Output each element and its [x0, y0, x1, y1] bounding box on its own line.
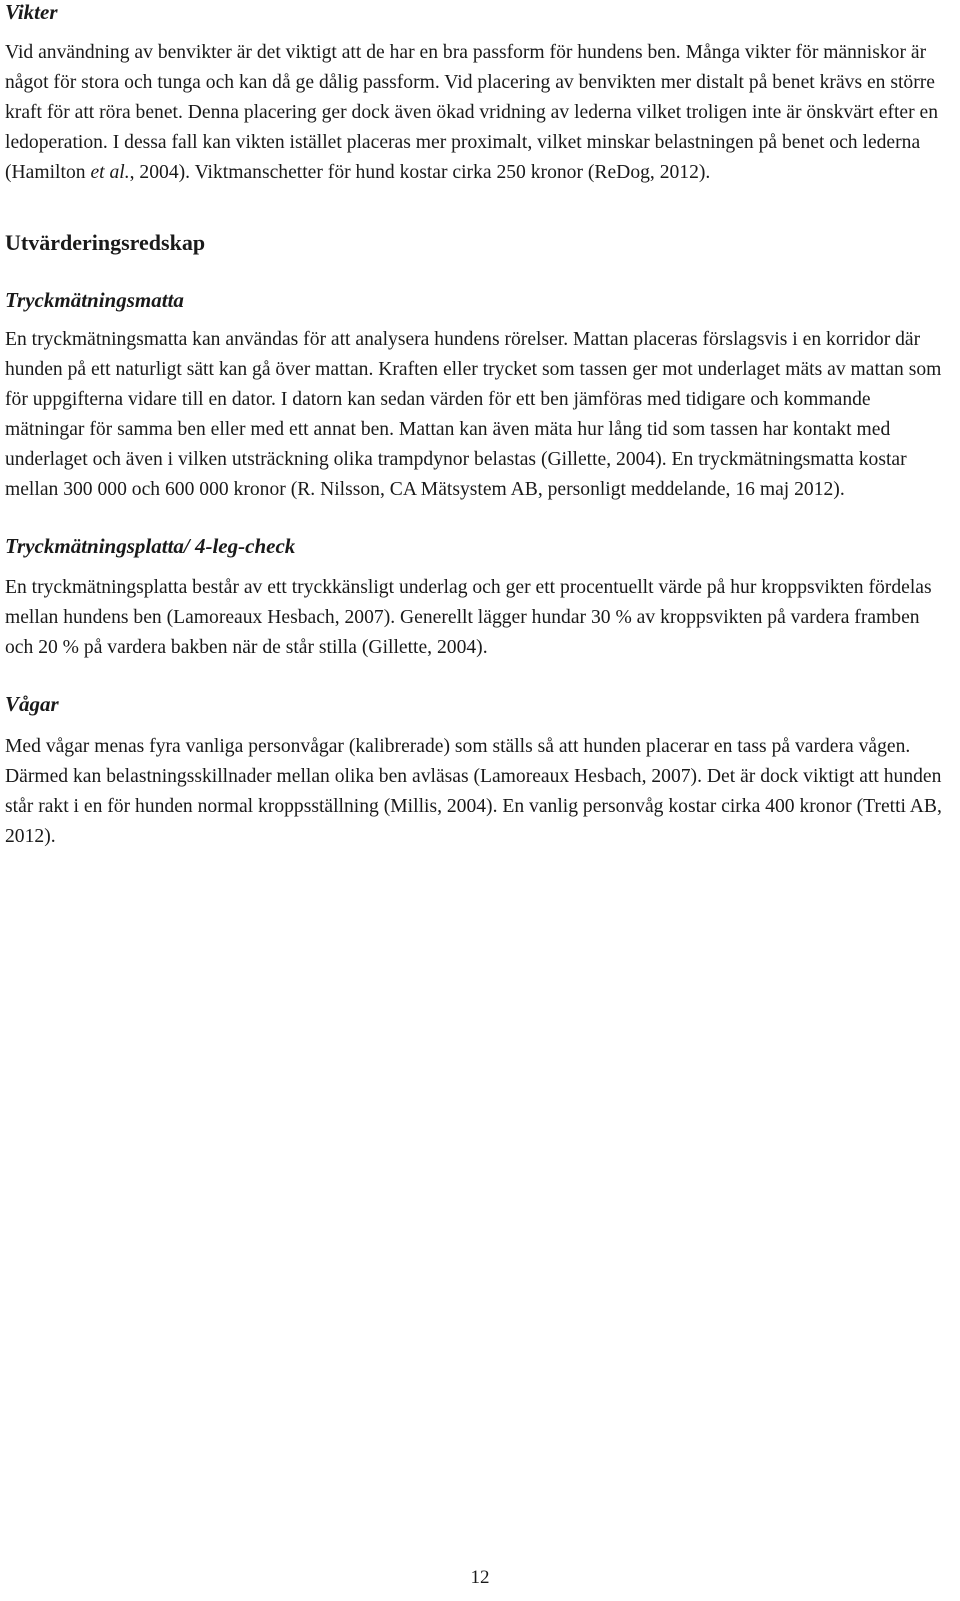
paragraph-vikter-italic: et al. [90, 162, 130, 183]
paragraph-vikter-text-1: Vid användning av benvikter är det viktigt att de har en bra passform för hundens ben. Många vikter för människor är något för stora och tunga och kan då ge dålig passform. Vid placering av benvikten mer distalt på benet krävs en större kraft för att röra benet. Denna placering ger dock även ökad vridning av lederna vilket troligen inte är önskvärt efter en ledoperation. I dessa fall kan vikten istället placeras mer proximalt, vilket minskar belastningen på benet och lederna (Hamilton [5, 42, 939, 183]
section-heading-tryckmatningsplatta: Tryckmätningsplatta/ 4-leg-check [5, 534, 296, 558]
section-heading-vagar: Vågar [5, 692, 59, 716]
paragraph-vikter-text-2: , 2004). Viktmanschetter för hund kostar cirka 250 kronor (ReDog, 2012). [129, 162, 711, 183]
section-heading-vikter: Vikter [5, 0, 58, 24]
section-heading-utvarderingsredskap: Utvärderingsredskap [5, 230, 206, 255]
paragraph-vikter [5, 38, 955, 188]
section-heading-tryckmatningsmatta: Tryckmätningsmatta [5, 288, 184, 312]
paragraph-vagar: Med vågar menas fyra vanliga personvågar (kalibrerade) som ställs så att hunden placerar en tass på vardera vågen. Därmed kan belastningsskillnader mellan olika ben avläsas (Lamoreaux Hesbach, 2007). Det är dock viktigt att hunden står rakt i en för hunden normal kroppsställning (Millis, 2004). En vanlig personvåg kostar cirka 400 kronor (Tretti AB, 2012). [5, 736, 942, 847]
page-number: 12 [470, 1567, 490, 1588]
paragraph-tryckmatningsplatta: En tryckmätningsplatta består av ett tryckkänsligt underlag och ger ett procentuellt värde på hur kroppsvikten fördelas mellan hundens ben (Lamoreaux Hesbach, 2007). Generellt lägger hundar 30 % av kroppsvikten på vardera framben och 20 % på vardera bakben när de står stilla (Gillette, 2004). [5, 577, 932, 658]
paragraph-tryckmatningsmatta: En tryckmätningsmatta kan användas för att analysera hundens rörelser. Mattan placeras förslagsvis i en korridor där hunden på ett naturligt sätt kan gå över mattan. Kraften eller trycket som tassen ger mot underlaget mäts av mattan som för uppgifterna vidare till en dator. I datorn kan sedan värden för ett ben jämföras med tidigare och kommande mätningar för samma ben eller med ett annat ben. Mattan kan även mäta hur lång tid som tassen har kontakt med underlaget och även i vilken utsträckning olika trampdynor belastas (Gillette, 2004). En tryckmätningsmatta kostar mellan 300 000 och 600 000 kronor (R. Nilsson, CA Mätsystem AB, personligt meddelande, 16 maj 2012). [5, 329, 942, 500]
document-page [5, 0, 955, 852]
